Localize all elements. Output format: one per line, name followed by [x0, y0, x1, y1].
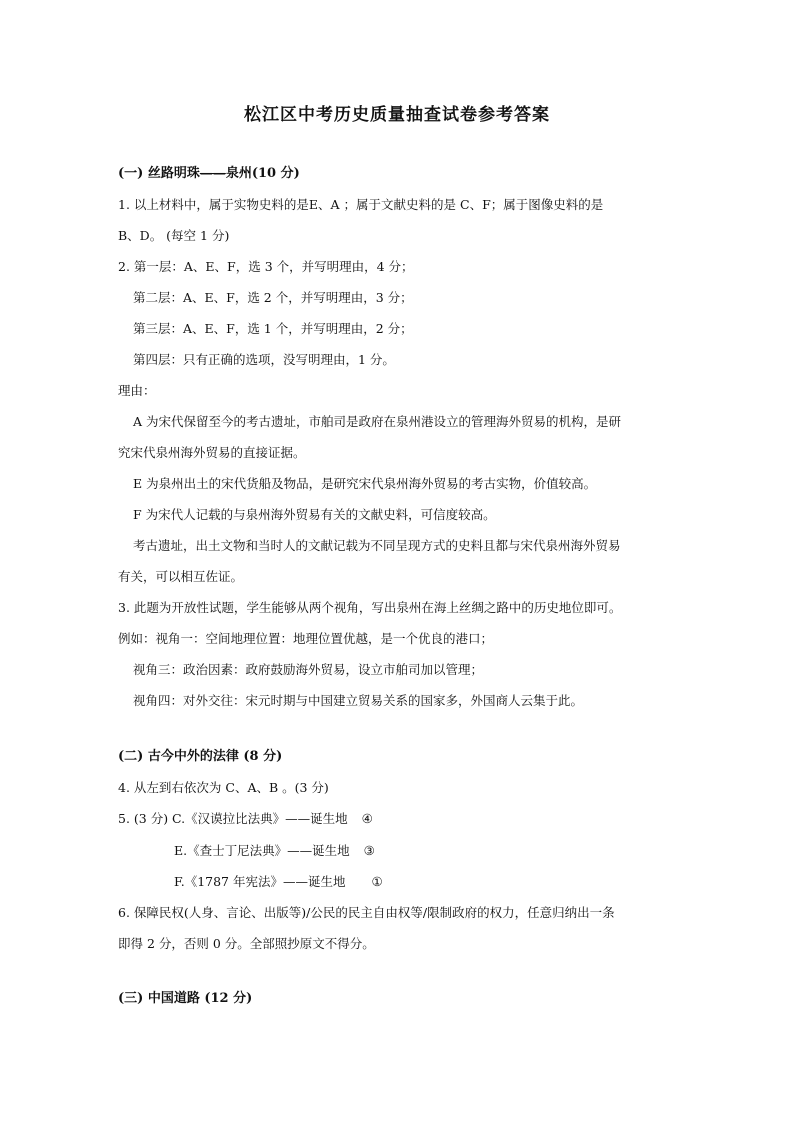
reason-f: F 为宋代人记载的与泉州海外贸易有关的文献史料，可信度较高。: [133, 507, 496, 522]
answer-3-line-4: 视角四：对外交往：宋元时期与中国建立贸易关系的国家多，外国商人云集于此。: [133, 693, 584, 708]
reason-label: 理由：: [118, 383, 156, 398]
answer-2-line-3: 第三层：A、E、F，选 1 个，并写明理由，2 分；: [133, 321, 413, 336]
answer-6-line-2: 即得 2 分，否则 0 分。全部照抄原文不得分。: [118, 936, 375, 951]
answer-4: 4. 从左到右依次为 C、A、B 。(3 分): [118, 780, 329, 795]
reason-a-line-1: A 为宋代保留至今的考古遗址，市舶司是政府在泉州港设立的管理海外贸易的机构，是研: [133, 414, 622, 429]
reason-e: E 为泉州出土的宋代货船及物品，是研究宋代泉州海外贸易的考古实物，价值较高。: [133, 476, 597, 491]
reason-all-line-2: 有关，可以相互佐证。: [118, 569, 244, 584]
answer-3-line-2: 例如：视角一：空间地理位置：地理位置优越，是一个优良的港口；: [118, 631, 494, 646]
answer-2-line-4: 第四层：只有正确的选项，没写明理由，1 分。: [133, 352, 395, 367]
answer-2-line-1: 2. 第一层：A、E、F，选 3 个，并写明理由，4 分；: [118, 259, 414, 274]
answer-1-line-2: B、D。 (每空 1 分): [118, 228, 230, 243]
answer-2-line-2: 第二层：A、E、F，选 2 个，并写明理由，3 分；: [133, 290, 413, 305]
page-title: 松江区中考历史质量抽查试卷参考答案: [244, 105, 550, 125]
answer-3-line-3: 视角三：政治因素：政府鼓励海外贸易，设立市舶司加以管理；: [133, 662, 484, 677]
answer-5-line-1: 5. (3 分) C.《汉谟拉比法典》——诞生地 ④: [118, 811, 373, 826]
reason-a-line-2: 究宋代泉州海外贸易的直接证据。: [118, 445, 306, 460]
section-1-heading: (一) 丝路明珠——泉州(10 分): [118, 166, 300, 181]
reason-all-line-1: 考古遗址，出土文物和当时人的文献记载为不同呈现方式的史料且都与宋代泉州海外贸易: [133, 538, 621, 553]
answer-3-line-1: 3. 此题为开放性试题，学生能够从两个视角，写出泉州在海上丝绸之路中的历史地位即可。: [118, 600, 622, 615]
section-2-heading: (二) 古今中外的法律 (8 分): [118, 749, 283, 764]
answer-5-line-3: F.《1787 年宪法》——诞生地 ①: [174, 874, 383, 889]
answer-1-line-1: 1. 以上材料中，属于实物史料的是E、A ；属于文献史料的是 C、F；属于图像史料的是: [118, 197, 604, 212]
section-3-heading: (三) 中国道路 (12 分): [118, 991, 253, 1006]
answer-5-line-2: E.《查士丁尼法典》——诞生地 ③: [174, 843, 375, 858]
answer-6-line-1: 6. 保障民权(人身、言论、出版等)/公民的民主自由权等/限制政府的权力，任意归纳出一条: [118, 905, 615, 920]
